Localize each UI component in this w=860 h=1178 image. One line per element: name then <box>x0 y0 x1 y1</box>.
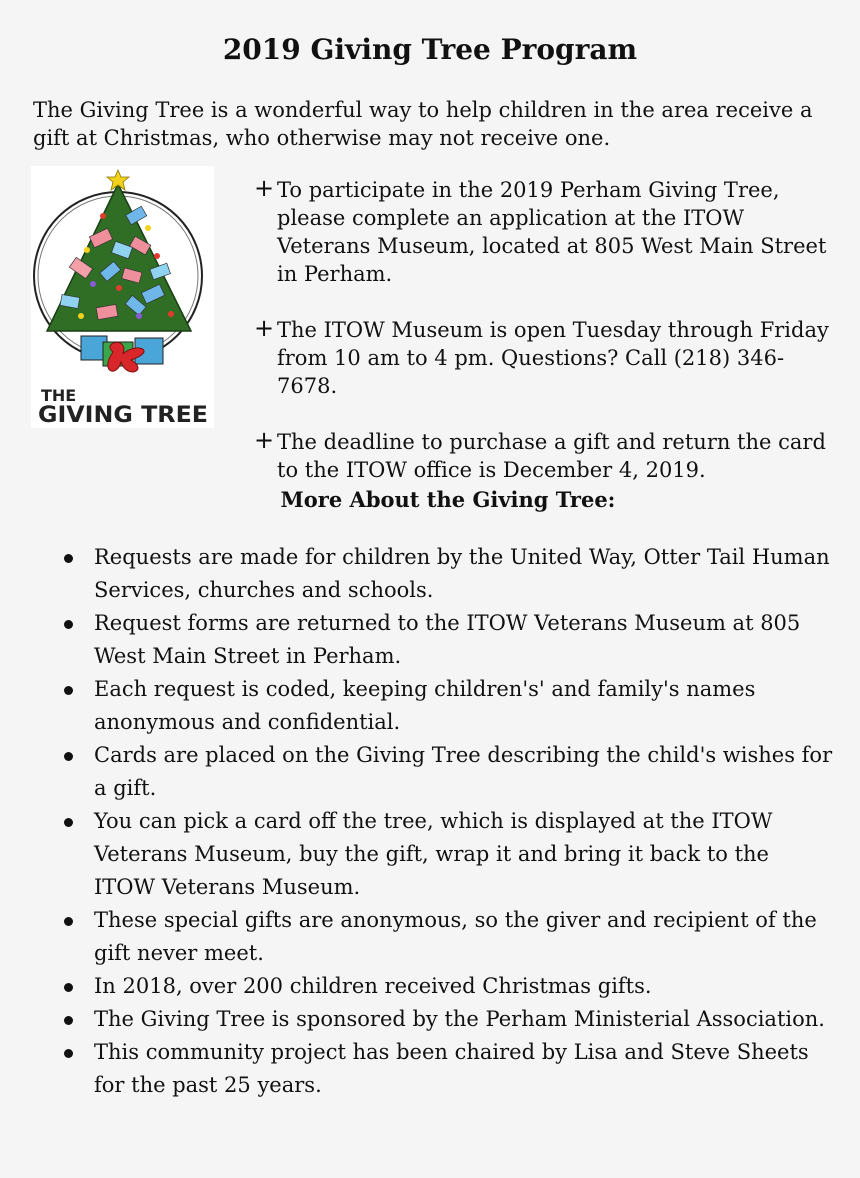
participation-item <box>254 428 844 484</box>
plus-icon: + <box>254 174 275 202</box>
fact-item-text: These special gifts are anonymous, so the giver and recipient of the gift never meet. <box>94 908 817 965</box>
bullet-icon <box>64 752 73 761</box>
section-heading: More About the Giving Tree: <box>280 487 616 512</box>
bullet-icon <box>64 1049 73 1058</box>
bullet-icon <box>64 686 73 695</box>
fact-item-text: Each request is coded, keeping children's' and family's names anonymous and confidential. <box>94 677 756 734</box>
fact-item-text: You can pick a card off the tree, which is displayed at the ITOW Veterans Museum, buy the gift, wrap it and bring it back to the ITOW Veterans Museum. <box>94 809 773 899</box>
fact-item <box>56 739 836 805</box>
bullet-icon <box>64 620 73 629</box>
participation-item <box>254 176 844 288</box>
fact-item <box>56 805 836 904</box>
fact-item <box>56 673 836 739</box>
participation-item-text: The ITOW Museum is open Tuesday through Friday from 10 am to 4 pm. Questions? Call (218) 346-7678. <box>277 318 829 398</box>
fact-item-text: Request forms are returned to the ITOW Veterans Museum at 805 West Main Street in Perham. <box>94 611 801 668</box>
participation-item-text: The deadline to purchase a gift and return the card to the ITOW office is December 4, 2019. <box>277 430 826 482</box>
giving-tree-logo <box>31 166 214 428</box>
fact-item-text: Requests are made for children by the United Way, Otter Tail Human Services, churches and schools. <box>94 545 830 602</box>
fact-item <box>56 904 836 970</box>
fact-item-text: Cards are placed on the Giving Tree describing the child's wishes for a gift. <box>94 743 833 800</box>
bullet-icon <box>64 554 73 563</box>
fact-item-text: The Giving Tree is sponsored by the Perham Ministerial Association. <box>94 1007 825 1031</box>
logo-text-giving-tree: GIVING TREE <box>38 403 208 428</box>
bullet-icon <box>64 818 73 827</box>
bullet-icon <box>64 917 73 926</box>
participation-list <box>254 176 844 512</box>
fact-item <box>56 1003 836 1036</box>
logo-text-the: THE <box>41 386 77 405</box>
fact-item <box>56 607 836 673</box>
bullet-icon <box>64 983 73 992</box>
fact-item <box>56 541 836 607</box>
participation-item-text: To participate in the 2019 Perham Giving Tree, please complete an application at the ITOW Veterans Museum, located at 805 West Main Street in Perham. <box>277 178 827 286</box>
participation-item <box>254 316 844 400</box>
plus-icon: + <box>254 426 275 454</box>
fact-item <box>56 970 836 1003</box>
giving-tree-illustration <box>31 166 214 428</box>
plus-icon: + <box>254 314 275 342</box>
fact-item <box>56 1036 836 1102</box>
bullet-icon <box>64 1016 73 1025</box>
page-title: 2019 Giving Tree Program <box>222 33 638 66</box>
fact-item-text: In 2018, over 200 children received Christmas gifts. <box>94 974 652 998</box>
facts-list <box>56 541 836 1102</box>
intro-paragraph: The Giving Tree is a wonderful way to help children in the area receive a gift at Christmas, who otherwise may not receive one. <box>33 98 813 150</box>
fact-item-text: This community project has been chaired by Lisa and Steve Sheets for the past 25 years. <box>94 1040 809 1097</box>
